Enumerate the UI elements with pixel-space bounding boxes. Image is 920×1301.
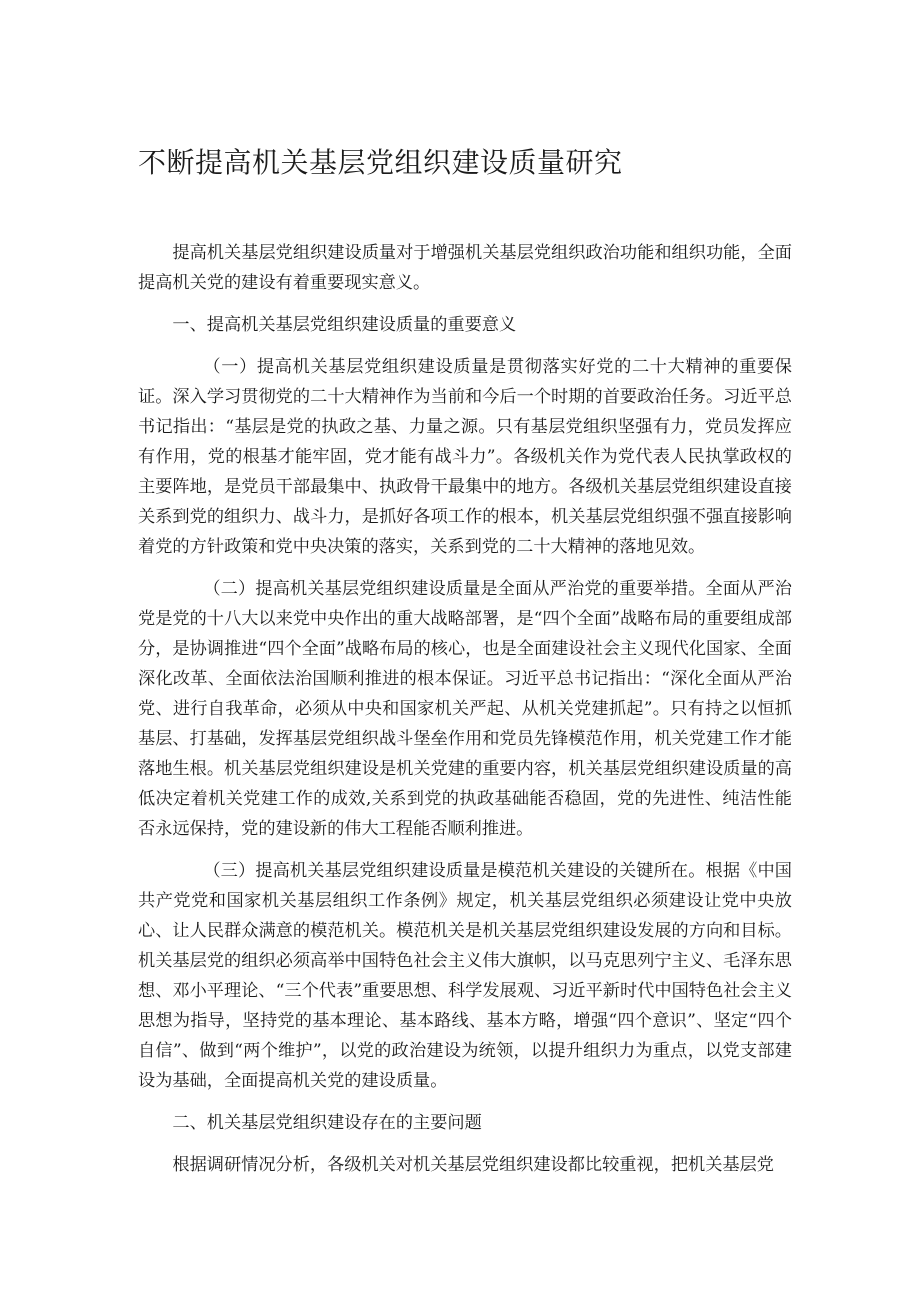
section-heading-1: 一、提高机关基层党组织建设质量的重要意义 — [172, 315, 517, 335]
section-heading-2: 二、机关基层党组织建设存在的主要问题 — [172, 1113, 482, 1133]
paragraph-point-3: （三）提高机关基层党组织建设质量是模范机关建设的关键所在。根据《中国共产党党和国家机关基层组织工作条例》规定，机关基层党组织必须建设让党中央放心、让人民群众满意的模范机关。模范机关是机关基层党组织建设发展的方向和目标。机关基层党的组织必须高举中国特色社会主义伟大旗帜，以马克思列宁主义、毛泽东思想、邓小平理论、“三个代表”重要思想、科学发展观、习近平新时代中国特色社会主义思想为指导，坚持党的基本理论、基本路线、基本方略，增强“四个意识”、坚定“四个自信”、做到“两个维护”，以党的政治建设为统领，以提升组织力为重点，以党支部建设为基础，全面提高机关党的建设质量。 — [138, 861, 792, 1091]
paragraph-analysis: 根据调研情况分析，各级机关对机关基层党组织建设都比较重视，把机关基层党 — [172, 1155, 774, 1175]
document-title: 不断提高机关基层党组织建设质量研究 — [138, 146, 623, 179]
paragraph-point-1: （一）提高机关基层党组织建设质量是贯彻落实好党的二十大精神的重要保证。深入学习贯彻党的二十大精神作为当前和今后一个时期的首要政治任务。习近平总书记指出：“基层是党的执政之基、力量之源。只有基层党组织坚强有力，党员发挥应有作用，党的根基才能牢固，党才能有战斗力”。各级机关作为党代表人民执掌政权的主要阵地，是党员干部最集中、执政骨干最集中的地方。各级机关基层党组织建设直接关系到党的组织力、战斗力，是抓好各项工作的根本，机关基层党组织强不强直接影响着党的方针政策和党中央决策的落实，关系到党的二十大精神的落地见效。 — [138, 357, 792, 557]
paragraph-point-2: （二）提高机关基层党组织建设质量是全面从严治党的重要举措。全面从严治党是党的十八大以来党中央作出的重大战略部署，是“四个全面”战略布局的重要组成部分，是协调推进“四个全面”战略布局的核心，也是全面建设社会主义现代化国家、全面深化改革、全面依法治国顺利推进的根本保证。习近平总书记指出：“深化全面从严治党、进行自我革命，必须从中央和国家机关严起、从机关党建抓起”。只有持之以恒抓基层、打基础，发挥基层党组织战斗堡垒作用和党员先锋模范作用，机关党建工作才能落地生根。机关基层党组织建设是机关党建的重要内容，机关基层党组织建设质量的高低决定着机关党建工作的成效,关系到党的执政基础能否稳固，党的先进性、纯洁性能否永远保持，党的建设新的伟大工程能否顺利推进。 — [138, 579, 792, 839]
document-body — [138, 238, 792, 1192]
paragraph-intro: 提高机关基层党组织建设质量对于增强机关基层党组织政治功能和组织功能，全面提高机关党的建设有着重要现实意义。 — [138, 243, 792, 293]
